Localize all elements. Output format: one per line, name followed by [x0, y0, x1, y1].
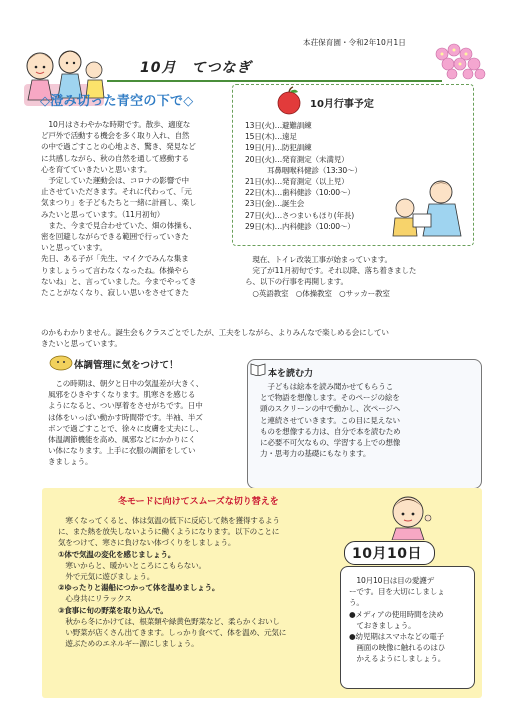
text-line: 心身共にリラックス	[58, 594, 132, 604]
text-line: ●メディアの使用時間を決め	[349, 609, 444, 619]
reading-title: 本を読む力	[268, 369, 314, 379]
text-line: かえるようにしましょう。	[349, 654, 446, 664]
text-line: 気まつり」を子どもたちと一緒に計画し、楽し	[41, 198, 197, 208]
text-line: りましょうって言わなくなったね。体操やら	[41, 265, 189, 275]
winter-article	[58, 515, 358, 649]
text-line: ないね」と、言っていました。今までやってき	[41, 276, 197, 286]
text-line: いと思っています。	[41, 243, 107, 253]
text-line: 密を回避しながらできる範囲で行っていきた	[41, 232, 189, 242]
event-item: 13日(火)…避難訓練	[245, 121, 312, 130]
events-note	[245, 254, 490, 299]
book-icon	[250, 362, 266, 376]
text-line: ど戸外で活動する機会を多く取り入れ、自然	[41, 131, 190, 141]
text-line: 現在、トイレ改装工事が始まっています。	[245, 255, 392, 264]
text-line: きましょう。	[48, 457, 93, 467]
text-line: ら、以下の行事を再開します。	[245, 277, 348, 287]
text-line: 予定していた運動会は、コロナの影響で中	[41, 176, 189, 186]
text-line: は体をいっぱい動かす時間帯です。半袖、半ズ	[48, 412, 203, 422]
text-line: 風邪をひきやすくなります。肌寒さを感じる	[48, 390, 196, 400]
text-line: のかもわかりません。誕生会もクラスごとでしたが、工夫をしながら、よりみんなで楽しめる会にしてい	[41, 328, 389, 337]
text-line: この時期は、朝夕と日中の気温差が大きく、	[48, 379, 204, 388]
text-line: 力・思考力の基礎にもなります。	[260, 449, 371, 459]
text-line: 止させていただきます。それに代わって、「元	[41, 187, 192, 197]
issue-date: 本荘保育園・令和2年10月1日	[303, 38, 406, 47]
text-line: とで物語を想像します。そのページの絵を	[260, 393, 400, 403]
event-item: 15日(木)…遠足	[245, 132, 297, 142]
text-line: また、今まで見合わせていた、畑の体操も、	[41, 220, 197, 230]
eye-day-date: 10月10日	[352, 546, 422, 562]
text-line: 体温調節機能を高め、風邪などにかかりにく	[48, 435, 196, 445]
event-item: 22日(木)…歯科健診（10:00～）	[245, 188, 355, 198]
text-line: ②ゆったりと湯船につかって体を温めましょう。	[58, 583, 220, 593]
text-line: に必要不可欠なもの、学習する上での想像	[260, 438, 401, 448]
event-item: 21日(水)…発育測定（以上児）	[245, 177, 349, 187]
text-line: う。	[349, 598, 364, 608]
autumn-article-continued	[41, 327, 489, 349]
reading-together-illustration	[385, 176, 470, 238]
text-line: 寒くなってくると、体は気温の低下に反応して熱を獲得するよう	[58, 516, 280, 525]
reading-article	[260, 381, 465, 459]
text-line: 先日、ある子が「先生、マイクでみんな集ま	[41, 254, 189, 264]
page-title: 10月 てつなぎ	[140, 60, 252, 76]
text-line: みたいと思っています。（11月初旬）	[41, 209, 165, 219]
text-line: ーです。目を大切にしましょ	[349, 587, 445, 597]
text-line: たことがなくなり、寂しい思いをさせてきた	[41, 288, 189, 298]
eye-day-text	[349, 575, 469, 665]
winter-title: 冬モードに向けてスムーズな切り替えを	[118, 497, 279, 507]
text-line: 頭のスクリーンの中で動かし、次ページへ	[260, 404, 401, 414]
text-line: い体になります。上手に衣服の調節をしてい	[48, 446, 196, 456]
event-item: 19日(月)…防犯訓練	[245, 143, 312, 153]
event-item: 20日(火)…発育測定（未満児）	[245, 154, 349, 164]
text-line: きたいと思っています。	[41, 339, 122, 349]
text-line: 10月10日は目の愛護デ	[349, 576, 435, 585]
eye-care-illustration	[368, 492, 448, 540]
text-line: 寒いからと、暖かいところにこもらない。	[58, 560, 206, 570]
text-line: ておきましょう。	[349, 620, 416, 630]
text-line: ●幼児期はスマホなどの電子	[349, 632, 444, 642]
text-line: ③食事に旬の野菜を取り込んで。	[58, 605, 168, 615]
event-item: 23日(金)…誕生会	[245, 199, 305, 209]
text-line: と連続させていきます。この目に見えない	[260, 415, 400, 425]
event-item: 29日(木)…内科健診（10:00～）	[245, 221, 355, 231]
text-line: ○英語教室 ○体操教室 ○サッカー教室	[245, 288, 390, 298]
flower-illustration	[430, 40, 490, 85]
autumn-article	[41, 119, 241, 298]
text-line: ボンで過ごすことで、徐々に皮膚を丈夫にし、	[48, 423, 204, 433]
event-item: 耳鼻咽喉科健診（13:30～）	[267, 165, 362, 175]
thermometer-icon	[49, 351, 73, 371]
text-line: い野菜が店くさん出てきます。しっかり食べて、体を温め、元気に	[58, 628, 287, 638]
text-line: の中で過ごすことの心地よさ、驚き、発見など	[41, 142, 196, 152]
text-line: 心を育てていきたいと思います。	[41, 164, 152, 174]
text-line: 気をつけて、寒さに負けない体づくりをしましょう。	[58, 538, 236, 548]
text-line: 遊ぶためのエネルギー源にしましょう。	[58, 639, 199, 649]
text-line: 完了が11月初旬です。それ以降、落ち着きました	[245, 266, 417, 276]
text-line: に、また熱を放失しないように働くようになります。以下のことに	[58, 527, 280, 537]
events-list	[245, 120, 385, 232]
text-line: ものを想像する力は、自分で本を読むため	[260, 426, 401, 436]
section-title-autumn: ◇澄み切った青空の下で◇	[40, 94, 194, 109]
text-line: 画面の映像に触れるのはひ	[349, 643, 446, 653]
text-line: 子どもは絵本を読み聞かせてもらうこ	[260, 382, 394, 391]
section-title-health: 体調管理に気をつけて！	[74, 360, 179, 371]
event-item: 27日(火)…さつまいもほり(年長)	[245, 210, 355, 220]
text-line: 10月はさわやかな時期です。散歩、適度な	[41, 120, 191, 129]
text-line: 秋から冬にかけては、根菜類や緑黄色野菜など、柔らかくおいし	[58, 616, 280, 626]
text-line: 外で元気に遊びましょう。	[58, 572, 155, 582]
apple-icon	[276, 86, 302, 116]
health-article	[48, 378, 238, 468]
text-line: ①体で気温の変化を感じましょう。	[58, 549, 176, 559]
text-line: ようになると、つい厚着をさせがちです。日中	[48, 401, 203, 411]
text-line: に共感しながら、秋の自然を通して感動する	[41, 153, 189, 163]
events-title: 10月行事予定	[310, 99, 374, 110]
